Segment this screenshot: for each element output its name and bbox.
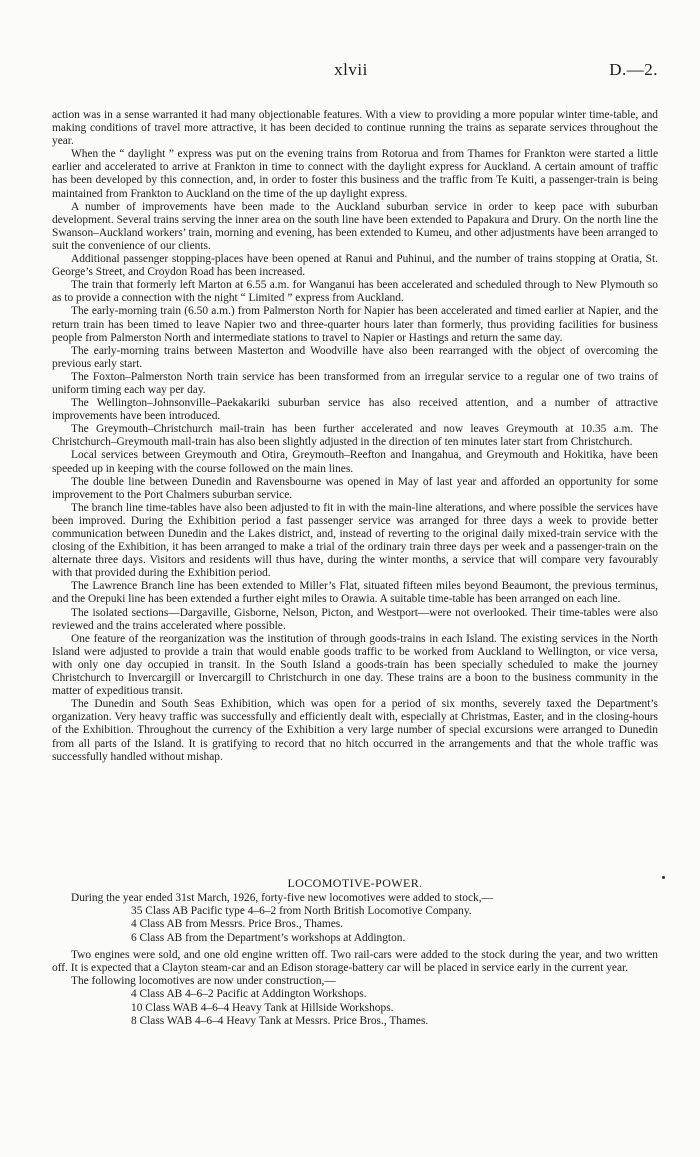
paragraph: action was in a sense warranted it had many objectionable features. With a view to providing a more popular winter time-table, and making conditions of travel more attractive, it has been decided to continue running the trains as separate services throughout the year.	[52, 109, 658, 148]
paragraph: The Lawrence Branch line has been extended to Miller’s Flat, situated fifteen miles beyond Beaumont, the previous terminus, and the Orepuki line has been extended a further eight miles to Orawia. A suitable time-table has been arranged on each line.	[52, 580, 658, 606]
paragraph: The early-morning trains between Masterton and Woodville have also been rearranged with the object of overcoming the previous early start.	[52, 344, 658, 370]
paragraph: One feature of the reorganization was the institution of through goods-trains in each Island. The existing services in the North Island were adjusted to provide a train that would enable goods traffic to be worked from Auckland to Wellington, or vice versa, with only one day occupied in transit. In the South Island a goods-train has been specially scheduled to make the journey Christchurch to Invercargill or Invercargill to Christchurch in one day. These trains are a boon to the business community in the matter of expeditious transit.	[52, 632, 658, 698]
margin-mark	[662, 876, 665, 879]
paragraph: The train that formerly left Marton at 6.55 a.m. for Wanganui has been accelerated and scheduled through to New Plymouth so as to provide a connection with the night “ Limited ” express from Auckland.	[52, 279, 658, 305]
paragraph: The Dunedin and South Seas Exhibition, which was open for a period of six months, severely taxed the Department’s organization. Very heavy traffic was successfully and efficiently dealt with, especially at Christmas, Easter, and in the closing-hours of the Exhibition. Throughout the currency of the Exhibition a very large number of special excursions were arranged to Dunedin from all parts of the Island. It is gratifying to record that no hitch occurred in the arrangements and that the whole traffic was successfully handled without mishap.	[52, 698, 658, 763]
paragraph: The branch line time-tables have also been adjusted to fit in with the main-line alterations, and where possible the services have been improved. During the Exhibition period a fast passenger service was arranged for three days a week to provide better communication between Dunedin and the Lakes district, and, instead of reverting to the original daily mixed-train service with the closing of the Exhibition, it has been arranged to make a trial of the ordinary train three days per week and a passenger-train on the alternate three days. Visitors and residents will thus have, during the winter months, a service that will compare very favourably with that provided during the Exhibition period.	[52, 501, 658, 580]
paragraph: The isolated sections—Dargaville, Gisborne, Nelson, Picton, and Westport—were not overlooked. Their time-tables were also reviewed and the trains accelerated where possible.	[52, 606, 658, 632]
paragraph: The early-morning train (6.50 a.m.) from Palmerston North for Napier has been accelerated and timed earlier at Napier, and the return train has been timed to leave Napier two and three-quarter hours later than formerly, thus providing facilities for business people from Palmerston North and intermediate stations to travel to Napier or Hastings and return the same day.	[52, 305, 658, 344]
section-heading: LOCOMOTIVE-POWER.	[287, 876, 423, 890]
paragraph: The Wellington–Johnsonville–Paekakariki suburban service has also received attention, and a number of attractive improvements have been introduced.	[52, 397, 658, 423]
paragraph: Additional passenger stopping-places have been opened at Ranui and Puhinui, and the number of trains stopping at Oratia, St. George’s Street, and Croydon Road has been increased.	[52, 253, 658, 279]
paragraph: The Foxton–Palmerston North train service has been transformed from an irregular service to a regular one of two trains of uniform timing each way per day.	[52, 370, 658, 396]
list-item: 8 Class WAB 4–6–4 Heavy Tank at Messrs. Price Bros., Thames.	[131, 1014, 429, 1027]
paragraph: The following locomotives are now under construction,—	[71, 975, 336, 988]
locomotive-section	[52, 892, 658, 1028]
paragraph: A number of improvements have been made to the Auckland suburban service in order to keep pace with suburban development. Several trains serving the inner area on the south line have been extended to Papakura and Drury. On the north line the Swanson–Auckland workers’ train, morning and evening, has been extended to Kumeu, and other adjustments have been arranged to suit the convenience of our clients.	[52, 200, 658, 252]
paragraph: The double line between Dunedin and Ravensbourne was opened in May of last year and afforded an opportunity for some improvement to the Port Chalmers suburban service.	[52, 475, 658, 501]
list-item: 6 Class AB from the Department’s workshops at Addington.	[131, 931, 406, 944]
body-text	[52, 109, 658, 764]
page-number: xlvii	[334, 60, 368, 79]
paragraph: During the year ended 31st March, 1926, forty-five new locomotives were added to stock,—	[71, 892, 493, 904]
paragraph: Two engines were sold, and one old engine written off. Two rail-cars were added to the stock during the year, and two written off. It is expected that a Clayton steam-car and an Edison storage-battery car will be placed in service early in the current year.	[52, 948, 658, 975]
list-item: 10 Class WAB 4–6–4 Heavy Tank at Hillside Workshops.	[131, 1001, 394, 1014]
paragraph: When the “ daylight ” express was put on the evening trains from Rotorua and from Thames for Frankton were started a little earlier and accelerated to arrive at Frankton in time to connect with the daylight express for Auckland. A certain amount of traffic has been developed by this connection, and, in order to foster this business and the traffic from Te Kuiti, a passenger-train is being maintained from Frankton to Auckland on the time of the up daylight express.	[52, 148, 658, 200]
paragraph: The Greymouth–Christchurch mail-train has been further accelerated and now leaves Greymouth at 10.35 a.m. The Christchurch–Greymouth mail-train has also been slightly adjusted in the direction of ten minutes later start from Christchurch.	[52, 423, 658, 449]
list-item: 4 Class AB 4–6–2 Pacific at Addington Workshops.	[131, 988, 367, 1001]
paragraph: Local services between Greymouth and Otira, Greymouth–Reefton and Inangahua, and Greymouth and Hokitika, have been speeded up in keeping with the course followed on the main lines.	[52, 449, 658, 475]
report-reference: D.—2.	[609, 60, 658, 79]
list-item: 4 Class AB from Messrs. Price Bros., Thames.	[131, 918, 344, 931]
list-item: 35 Class AB Pacific type 4–6–2 from North British Locomotive Company.	[131, 905, 472, 918]
